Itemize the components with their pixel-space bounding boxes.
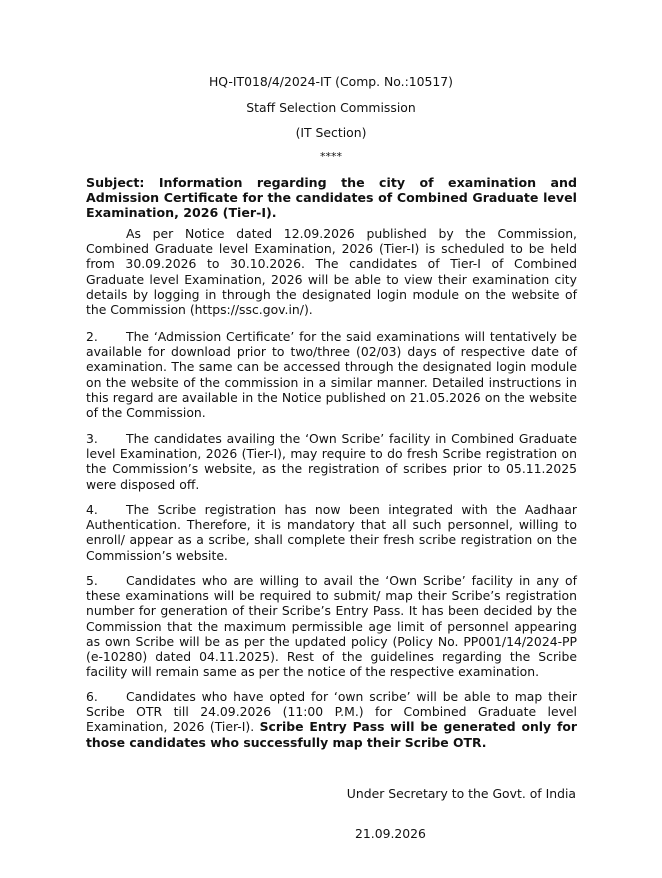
- paragraph-number: 2.: [86, 329, 98, 344]
- paragraph-4: [86, 502, 577, 563]
- paragraph-5: [86, 573, 577, 679]
- reference-number: HQ-IT018/4/2024-IT (Comp. No.:10517): [208, 74, 454, 89]
- paragraph-3: [86, 431, 577, 492]
- paragraph-number: 4.: [86, 502, 98, 517]
- paragraph-bold-text: Scribe Entry Pass will be generated only for those candidates who successfully map their Scribe OTR.: [86, 719, 577, 750]
- paragraph-text: The ‘Admission Certificate’ for the said examinations will tentatively be available for download prior to two/three (02/03) days of respective date of examination. The same can be accessed through the designated login module on the website of the commission in a similar manner. Detailed instructions in this regard are available in the Notice published on 21.05.2026 on the website of the Commission.: [86, 329, 577, 421]
- separator-stars: ****: [320, 150, 342, 163]
- paragraph-number: 3.: [86, 431, 98, 446]
- paragraph-text: Candidates who have opted for ‘own scribe’ will be able to map their Scribe OTR till 24.09.2026 (11:00 P.M.) for Combined Graduate level Examination, 2026 (Tier-I).: [86, 689, 577, 735]
- paragraph-text: The Scribe registration has now been integrated with the Aadhaar Authentication. Therefore, it is mandatory that all such personnel, willing to enroll/ appear as a scribe, shall complete their fresh scribe registration on the Commission’s website.: [86, 502, 577, 563]
- paragraph-1: As per Notice dated 12.09.2026 published by the Commission, Combined Graduate level Examination, 2026 (Tier-I) is scheduled to be held from 30.09.2026 to 30.10.2026. The candidates of Tier-I of Combined Graduate level Examination, 2026 will be able to view their examination city details by logging in through the designated login module on the website of the Commission (https://ssc.gov.in/).: [86, 226, 577, 318]
- issue-date: 21.09.2026: [355, 826, 426, 841]
- section-name: (IT Section): [295, 125, 367, 140]
- paragraph-6: [86, 689, 577, 750]
- paragraph-text: Candidates who are willing to avail the ‘Own Scribe’ facility in any of these examinations will be required to submit/ map their Scribe’s registration number for generation of their Scribe’s Entry Pass. It has been decided by the Commission that the maximum permissible age limit of personnel appearing as own Scribe will be as per the updated policy (Policy No. PP001/14/2024-PP (e-10280) dated 04.11.2025). Rest of the guidelines regarding the Scribe facility will remain same as per the notice of the respective examination.: [86, 573, 577, 680]
- paragraph-2: [86, 329, 577, 420]
- paragraph-number: 5.: [86, 573, 98, 588]
- paragraph-number: 6.: [86, 689, 98, 704]
- subject-line: Subject: Information regarding the city of examination and Admission Certificate for the candidates of Combined Graduate level Examination, 2026 (Tier-I).: [86, 175, 577, 221]
- organization-name: Staff Selection Commission: [246, 100, 416, 115]
- paragraph-text: The candidates availing the ‘Own Scribe’ facility in Combined Graduate level Examination, 2026 (Tier-I), may require to do fresh Scribe registration on the Commission’s website, as the registration of scribes prior to 05.11.2025 were disposed off.: [86, 431, 577, 492]
- signatory-designation: Under Secretary to the Govt. of India: [346, 786, 576, 801]
